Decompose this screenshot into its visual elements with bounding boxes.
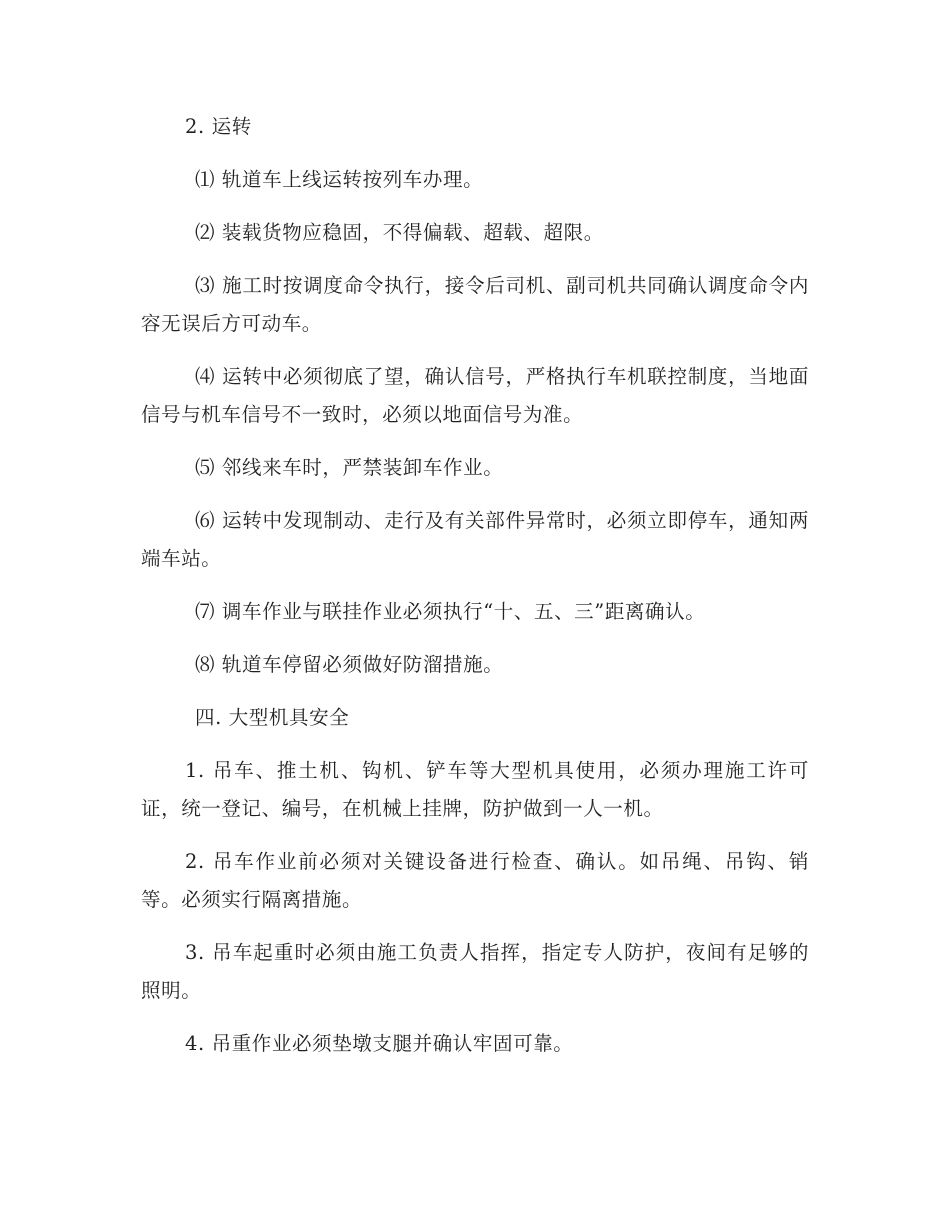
section-heading-large-machinery: 四. 大型机具安全 <box>195 706 350 729</box>
rule-item: 3. 吊车起重时必须由施工负责人指挥，指定专人防护，夜间有足够的照明。 <box>141 941 809 1002</box>
list-item: ⑷ 运转中必须彻底了望，确认信号，严格执行车机联控制度，当地面信号与机车信号不一致时，必须以地面信号为准。 <box>141 365 809 426</box>
rule-item: 4. 吊重作业必须垫墩支腿并确认牢固可靠。 <box>185 1032 574 1055</box>
list-item: ⑸ 邻线来车时，严禁装卸车作业。 <box>195 456 504 479</box>
document-body <box>141 108 809 1063</box>
section-heading-operation: 2. 运转 <box>185 115 252 138</box>
list-item: ⑻ 轨道车停留必须做好防溜措施。 <box>195 653 504 676</box>
list-item: ⑴ 轨道车上线运转按列车办理。 <box>195 168 484 191</box>
rule-item: 1. 吊车、推土机、钩机、铲车等大型机具使用，必须办理施工许可证，统一登记、编号，在机械上挂牌，防护做到一人一机。 <box>141 759 809 820</box>
rule-item: 2. 吊车作业前必须对关键设备进行检查、确认。如吊绳、吊钩、销等。必须实行隔离措施。 <box>141 850 809 911</box>
list-item: ⑹ 运转中发现制动、走行及有关部件异常时，必须立即停车，通知两端车站。 <box>141 509 809 570</box>
list-item: ⑶ 施工时按调度命令执行，接令后司机、副司机共同确认调度命令内容无误后方可动车。 <box>141 274 809 335</box>
list-item: ⑵ 装载货物应稳固，不得偏载、超载、超限。 <box>195 221 604 244</box>
list-item: ⑺ 调车作业与联挂作业必须执行“十、五、三”距离确认。 <box>195 600 706 623</box>
